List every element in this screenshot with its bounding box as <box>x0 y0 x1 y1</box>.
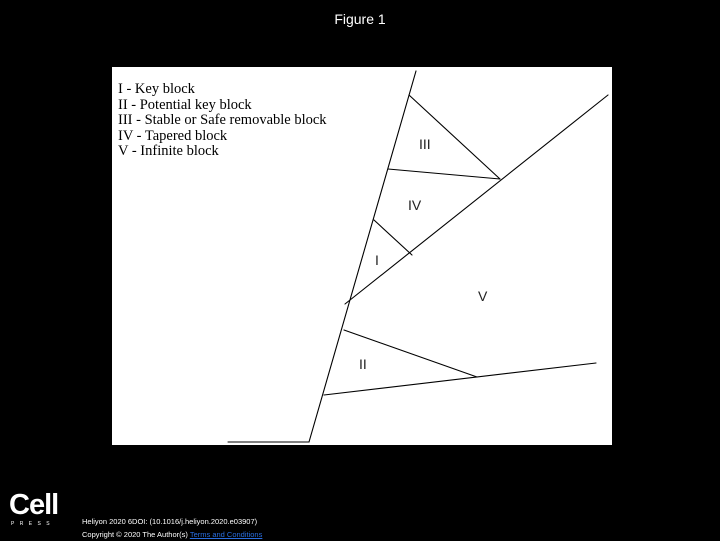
region-label-I: I <box>375 252 379 268</box>
region-label-III: III <box>419 136 431 152</box>
figure-panel <box>112 67 612 445</box>
legend-item-potential-key-block: II - Potential key block <box>118 96 252 113</box>
joint-upper <box>345 95 608 304</box>
copyright-line <box>82 528 262 541</box>
copyright-text: Copyright © 2020 The Author(s) <box>82 530 190 539</box>
block-III-lower-edge <box>388 169 500 179</box>
region-label-IV: IV <box>408 197 422 213</box>
logo-press: PRESS <box>11 521 55 527</box>
block-I-edge <box>374 220 412 255</box>
legend-item-infinite-block: V - Infinite block <box>118 143 219 159</box>
citation-text: Heliyon 2020 6DOI: (10.1016/j.heliyon.2020.e03907) <box>82 517 258 526</box>
legend-item-tapered-block: IV - Tapered block <box>118 127 228 144</box>
region-label-II: II <box>359 356 367 372</box>
logo-word: Cell <box>9 489 59 521</box>
terms-and-conditions-link[interactable]: Terms and Conditions <box>189 530 263 539</box>
legend <box>118 82 327 160</box>
footer-citation <box>82 515 262 541</box>
slide-title: Figure 1 <box>334 11 386 27</box>
region-label-V: V <box>478 288 488 304</box>
legend-item-stable-block: III - Stable or Safe removable block <box>118 112 327 128</box>
cell-press-logo <box>9 490 63 528</box>
legend-item-key-block: I - Key block <box>118 81 195 97</box>
